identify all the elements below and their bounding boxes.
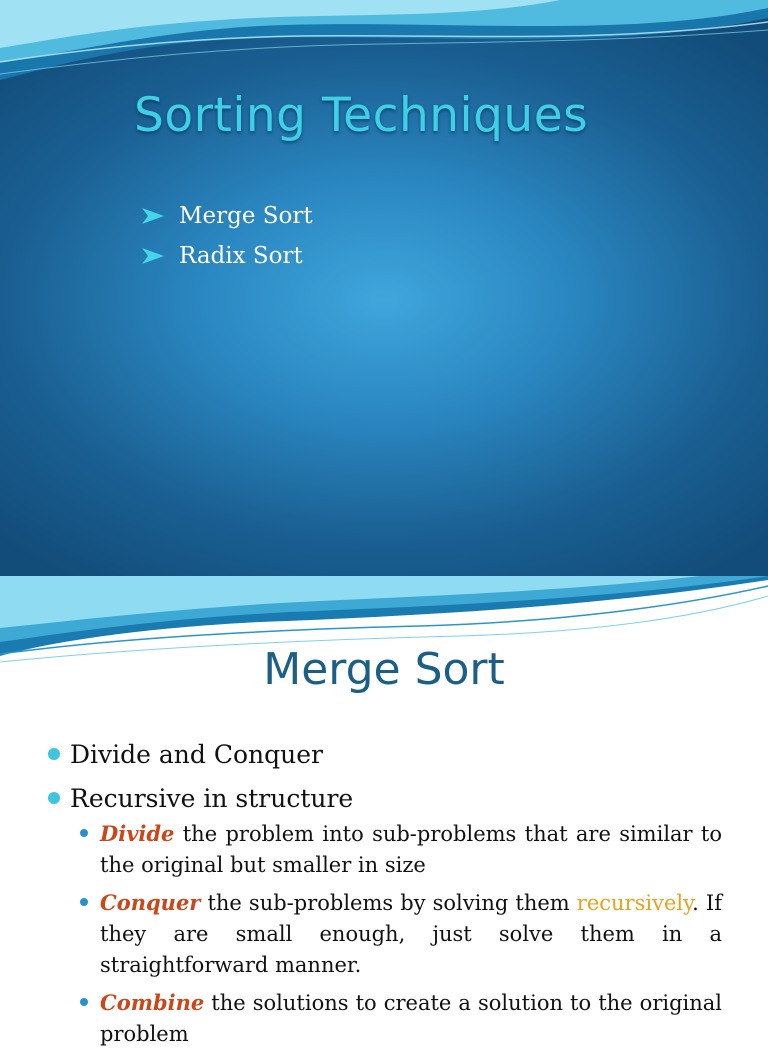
bullet-dot-icon xyxy=(48,748,60,760)
highlight-recursively: recursively xyxy=(576,891,693,915)
list-item xyxy=(142,236,313,276)
keyword-combine: Combine xyxy=(100,990,205,1015)
list-item-label: Merge Sort xyxy=(179,203,313,229)
list-item xyxy=(142,196,313,236)
slide1-list xyxy=(142,196,313,276)
sub-bullet-text: the sub-problems by solving them xyxy=(200,891,577,915)
sub-bullet-text: the problem into sub-problems that are similar to the original but smaller in size xyxy=(100,822,722,877)
sub-bullet-list xyxy=(80,818,722,1056)
main-bullet-list xyxy=(48,732,353,820)
slide-merge-sort xyxy=(0,576,768,1046)
keyword-divide: Divide xyxy=(100,821,175,846)
sub-bullet-text-end: . If they are small enough, just solve them in a straightforward manner. xyxy=(100,891,722,977)
sub-bullet-text: the solutions to create a solution to the original problem xyxy=(100,991,722,1046)
bullet-dot-icon xyxy=(48,792,60,804)
slide2-title: Merge Sort xyxy=(263,644,505,695)
arrow-bullet-icon xyxy=(142,248,164,264)
list-item xyxy=(80,887,722,981)
list-item xyxy=(48,732,353,776)
list-item-label: Radix Sort xyxy=(179,243,303,269)
arrow-bullet-icon xyxy=(142,208,164,224)
list-item xyxy=(80,818,722,881)
list-item xyxy=(48,776,353,820)
sub-bullet-dot-icon xyxy=(80,998,88,1006)
slide1-title: Sorting Techniques xyxy=(134,88,589,143)
bullet-text: Divide and Conquer xyxy=(70,739,323,769)
bullet-text: Recursive in structure xyxy=(70,783,354,813)
keyword-conquer: Conquer xyxy=(100,890,201,915)
list-item xyxy=(80,987,722,1050)
sub-bullet-dot-icon xyxy=(80,898,88,906)
sub-bullet-dot-icon xyxy=(80,829,88,837)
